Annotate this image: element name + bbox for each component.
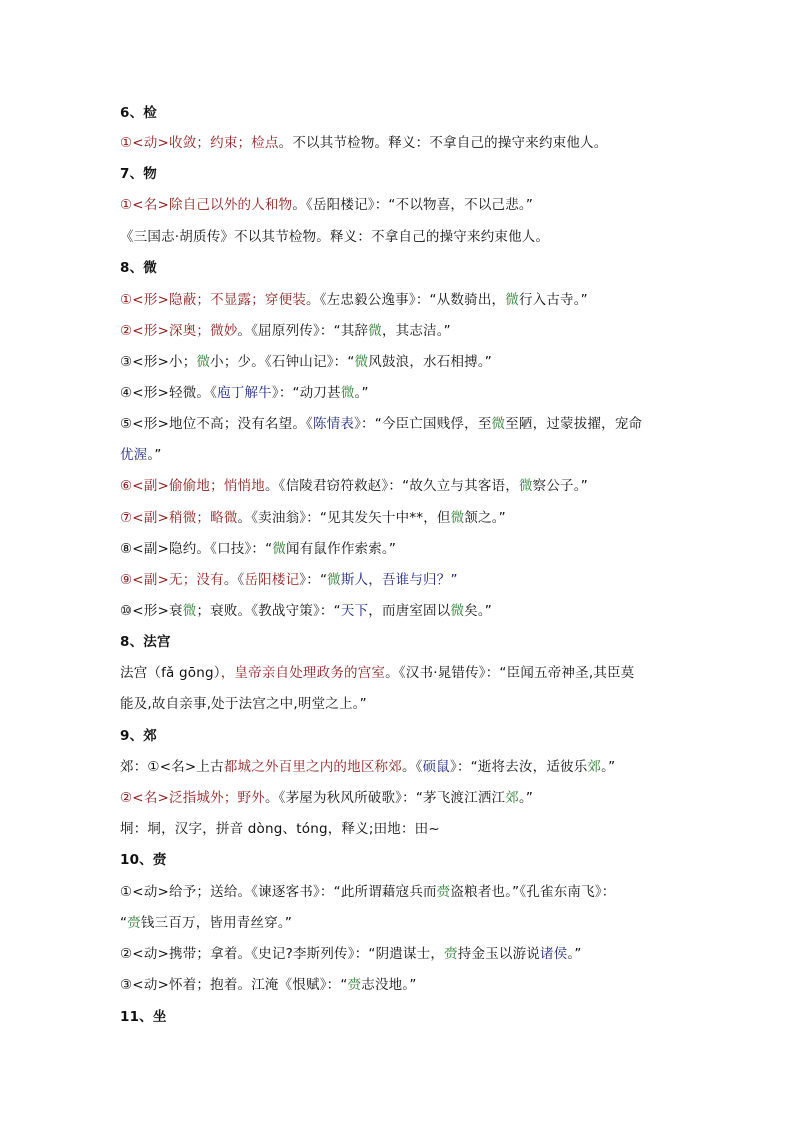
- text-line: [120, 415, 680, 433]
- text-segment: ，而唐室固以: [368, 603, 451, 619]
- text-segment: 。”: [601, 759, 616, 775]
- text-segment: ③<动>怀着；抱着。江淹《恨赋》：“: [120, 977, 348, 993]
- text-line: [120, 196, 680, 214]
- text-segment: 。《岳阳楼记》：“不以物喜，不以己悲。”: [292, 197, 534, 213]
- text-segment: 。《茅屋为秋风所破歌》：“茅飞渡江洒江: [264, 790, 506, 806]
- text-segment: ①<动>收敛；约束；检点: [120, 135, 279, 151]
- text-segment: ④<形>轻微。《: [120, 385, 218, 401]
- text-line: [120, 540, 680, 558]
- text-segment: ②<名>泛指城外；野外: [120, 790, 265, 806]
- text-line: [120, 914, 680, 932]
- entry-heading: [120, 165, 680, 183]
- text-line: [120, 571, 680, 589]
- text-segment: ，其志洁。”: [381, 323, 451, 339]
- entry-heading: [120, 851, 680, 869]
- text-segment: ①<形>隐蔽；不显露；穿便装: [120, 292, 307, 308]
- text-line: [120, 228, 680, 246]
- text-segment: ⑧<副>隐约。《口技》：“: [120, 541, 273, 557]
- text-segment: 》：“动刀甚: [271, 385, 341, 401]
- text-segment: 天下: [340, 603, 369, 619]
- text-segment: 微: [340, 385, 355, 401]
- text-line: [120, 353, 680, 371]
- text-segment: 岳阳楼记: [244, 572, 300, 588]
- text-segment: 赍: [127, 915, 141, 931]
- text-line: [120, 976, 680, 994]
- text-segment: 优渥: [120, 447, 148, 463]
- text-segment: ⑨<副>无；没有: [120, 572, 224, 588]
- text-segment: 。《汉书·晁错传》：“臣闻五帝神圣,其臣莫: [385, 665, 635, 681]
- text-segment: 小；少。《石钟山记》：“: [210, 354, 355, 370]
- text-line: [120, 602, 680, 620]
- text-segment: 。《: [223, 572, 245, 588]
- text-segment: 。《左忠毅公逸事》：“从数骑出，: [306, 292, 506, 308]
- text-segment: 微: [327, 572, 341, 588]
- text-segment: ③<形>小；: [120, 354, 197, 370]
- text-line: [120, 820, 680, 838]
- text-segment: 赍: [436, 884, 451, 900]
- text-line: [120, 789, 680, 807]
- text-segment: 微: [518, 478, 533, 494]
- text-line: [120, 883, 680, 901]
- text-segment: 微: [450, 510, 465, 526]
- text-segment: 风鼓浪，水石相搏。”: [368, 354, 492, 370]
- text-line: [120, 134, 680, 152]
- text-line: [120, 446, 680, 464]
- text-segment: 》：“: [299, 572, 328, 588]
- text-segment: ⑥<副>偷偷地；悄悄地: [120, 478, 265, 494]
- text-segment: 。”: [567, 946, 582, 962]
- text-segment: 矣。”: [464, 603, 493, 619]
- entry-heading: [120, 1008, 680, 1026]
- text-line: [120, 695, 680, 713]
- text-segment: 能及,故自亲事,处于法宫之中,明堂之上。”: [120, 696, 367, 712]
- text-segment: 微: [272, 541, 287, 557]
- text-line: [120, 758, 680, 776]
- entry-heading: [120, 727, 680, 745]
- text-line: [120, 322, 680, 340]
- text-line: [120, 291, 680, 309]
- text-segment: 赍: [347, 977, 362, 993]
- text-segment: 微: [368, 323, 382, 339]
- text-segment: 微: [450, 603, 465, 619]
- text-segment: 斯人，吾谁与归？”: [340, 572, 458, 588]
- text-segment: 志没地。”: [361, 977, 417, 993]
- text-segment: 陈情表: [312, 416, 355, 432]
- text-segment: 闻有鼠作作索索。”: [286, 541, 397, 557]
- text-segment: 郊: [505, 790, 519, 806]
- text-segment: 。《信陵君窃符救赵》：“故久立与其客语，: [264, 478, 519, 494]
- text-segment: 8、法宫: [120, 634, 171, 650]
- text-segment: 郊：①<名>上古: [120, 759, 224, 775]
- text-segment: ②<动>携带；拿着。《史记?李斯列传》：“阴遣谋士，: [120, 946, 445, 962]
- text-segment: 至陋，过蒙拔擢，宠命: [505, 416, 643, 432]
- text-line: [120, 945, 680, 963]
- text-segment: ①<名>除自己以外的人和物: [120, 197, 293, 213]
- text-segment: 6、检: [120, 105, 157, 121]
- entry-heading: [120, 104, 680, 122]
- text-segment: 赍: [444, 946, 458, 962]
- text-segment: 庖丁解牛: [217, 385, 272, 401]
- text-segment: 硕鼠: [422, 759, 450, 775]
- text-segment: 10、赍: [120, 852, 167, 868]
- text-segment: 。《: [401, 759, 423, 775]
- text-segment: 》：“今臣亡国贱俘，至: [354, 416, 492, 432]
- text-segment: ②<形>深奥；微妙: [120, 323, 238, 339]
- text-segment: “: [120, 915, 128, 931]
- text-segment: 8、微: [120, 260, 157, 276]
- text-segment: 盗粮者也。”《孔雀东南飞》：: [450, 884, 616, 900]
- text-segment: 。不以其节检物。释义：不拿自己的操守来约束他人。: [278, 135, 608, 151]
- text-segment: 微: [505, 292, 519, 308]
- entry-heading: [120, 633, 680, 651]
- text-segment: 。《屈原列传》：“其辞: [237, 323, 369, 339]
- text-segment: 微: [182, 603, 197, 619]
- text-segment: 诸侯: [540, 946, 568, 962]
- text-line: [120, 664, 680, 682]
- entry-heading: [120, 259, 680, 277]
- text-line: [120, 477, 680, 495]
- text-segment: 。”: [518, 790, 534, 806]
- text-segment: ；衰败。《教战守策》：“: [196, 603, 341, 619]
- text-segment: ⑤<形>地位不高；没有名望。《: [120, 416, 313, 432]
- text-segment: 察公子。”: [532, 478, 588, 494]
- text-segment: 。《卖油翁》：“见其发矢十中**，但: [237, 510, 451, 526]
- text-segment: 微: [196, 354, 211, 370]
- text-segment: 颔之。”: [464, 510, 506, 526]
- text-segment: 微: [354, 354, 369, 370]
- text-segment: ⑦<副>稍微；略微: [120, 510, 238, 526]
- text-segment: 钱三百万，皆用青丝穿。”: [140, 915, 293, 931]
- text-segment: 。”: [147, 447, 162, 463]
- text-segment: 9、郊: [120, 728, 157, 744]
- text-segment: ①<动>给予；送给。《谏逐客书》：“此所谓藉寇兵而: [120, 884, 437, 900]
- text-segment: 》：“逝将去汝，适彼乐: [450, 759, 588, 775]
- text-segment: 法宫（fǎ gōng）: [120, 665, 221, 681]
- text-segment: 11、坐: [120, 1009, 167, 1025]
- text-segment: 垌：垌，汉字，拼音 dòng、tóng，释义;田地：田~: [120, 821, 440, 837]
- text-segment: 微: [491, 416, 506, 432]
- text-segment: ⑩<形>衰: [120, 603, 183, 619]
- text-segment: 7、物: [120, 166, 157, 182]
- text-segment: 行入古寺。”: [518, 292, 588, 308]
- text-segment: 。”: [354, 385, 369, 401]
- text-segment: 都城之外百里之内的地区称郊: [223, 759, 402, 775]
- text-segment: 持金玉以游说: [457, 946, 540, 962]
- text-line: [120, 509, 680, 527]
- text-segment: ，皇帝亲自处理政务的宫室: [220, 665, 386, 681]
- text-line: [120, 384, 680, 402]
- text-segment: 郊: [587, 759, 602, 775]
- text-segment: 《三国志·胡质传》不以其节检物。释义：不拿自己的操守来约束他人。: [120, 229, 550, 245]
